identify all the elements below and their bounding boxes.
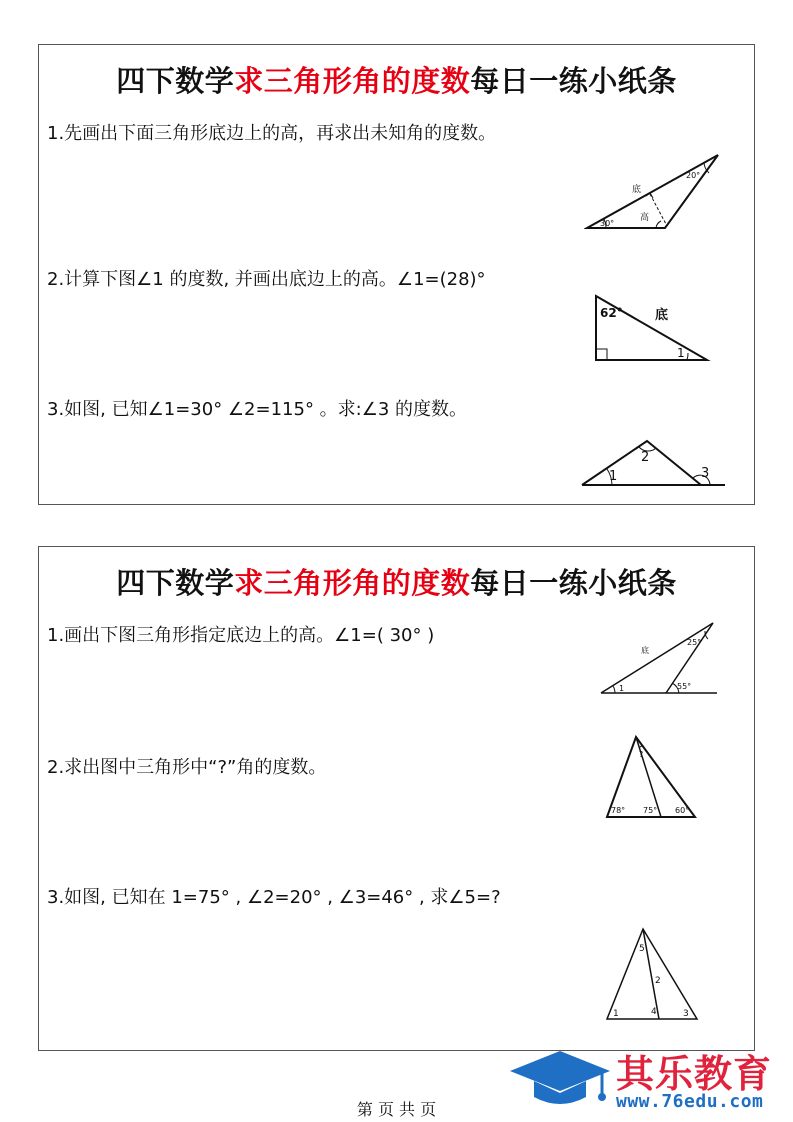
title-highlight: 求三角形角的度数 xyxy=(234,64,471,98)
label-question: ? xyxy=(639,750,644,759)
question-2: 2.计算下图∠1 的度数, 并画出底边上的高。∠1=(28)° xyxy=(47,269,486,290)
figure-nested-triangles xyxy=(603,733,699,823)
label-angle-1: 1 xyxy=(613,1009,619,1019)
title-suffix: 每日一练小纸条 xyxy=(470,566,677,600)
label-angle-2: 2 xyxy=(655,976,661,986)
title-prefix: 四下数学 xyxy=(116,566,235,600)
label-angle-78: 78° xyxy=(611,806,626,815)
label-angle-3: 3 xyxy=(683,1009,689,1019)
label-angle-1: 1 xyxy=(677,346,685,360)
label-angle-55: 55° xyxy=(677,682,692,691)
label-angle-20: 20° xyxy=(686,171,701,180)
label-angle-5: 5 xyxy=(639,944,645,954)
label-angle-62: 62° xyxy=(600,306,623,320)
label-angle-60: 60° xyxy=(675,806,690,815)
strip-title xyxy=(39,561,754,602)
label-height: 高 xyxy=(640,213,650,223)
label-angle-25: 25° xyxy=(687,638,702,647)
label-angle-3: 3 xyxy=(701,466,710,481)
worksheet-strip-1 xyxy=(38,44,755,505)
question-3: 3.如图, 已知∠1=30° ∠2=115° 。求:∠3 的度数。 xyxy=(47,399,468,420)
figure-triangle-with-cevian xyxy=(603,925,703,1025)
label-angle-75: 75° xyxy=(643,806,658,815)
title-highlight: 求三角形角的度数 xyxy=(234,566,471,600)
label-angle-4: 4 xyxy=(651,1007,657,1017)
figure-exterior-angle-triangle xyxy=(579,433,729,489)
page-footer: 第 页 共 页 xyxy=(356,1100,437,1119)
label-base: 底 xyxy=(655,308,669,323)
brand-name: 其乐教育 xyxy=(616,1052,773,1096)
question-1: 1.画出下图三角形指定底边上的高。∠1=( 30° ) xyxy=(47,625,435,646)
title-suffix: 每日一练小纸条 xyxy=(470,64,677,98)
brand-url: www.76edu.com xyxy=(616,1091,764,1112)
figure-obtuse-triangle-extended xyxy=(599,617,719,697)
label-angle-30: 30° xyxy=(600,219,615,228)
label-angle-1: 1 xyxy=(619,684,625,693)
worksheet-strip-2 xyxy=(38,546,755,1051)
label-base: 底 xyxy=(641,646,649,655)
question-1: 1.先画出下面三角形底边上的高，再求出未知角的度数。 xyxy=(47,123,497,144)
title-prefix: 四下数学 xyxy=(116,64,235,98)
label-base: 底 xyxy=(632,185,642,195)
question-3: 3.如图, 已知在 1=75° , ∠2=20° , ∠3=46° , 求∠5=? xyxy=(47,887,501,908)
question-2: 2.求出图中三角形中“?”角的度数。 xyxy=(47,757,327,778)
label-angle-1: 1 xyxy=(609,469,618,484)
figure-right-triangle xyxy=(593,293,711,363)
label-angle-2: 2 xyxy=(641,450,650,465)
figure-obtuse-triangle-height xyxy=(584,150,724,230)
strip-title xyxy=(39,59,754,100)
